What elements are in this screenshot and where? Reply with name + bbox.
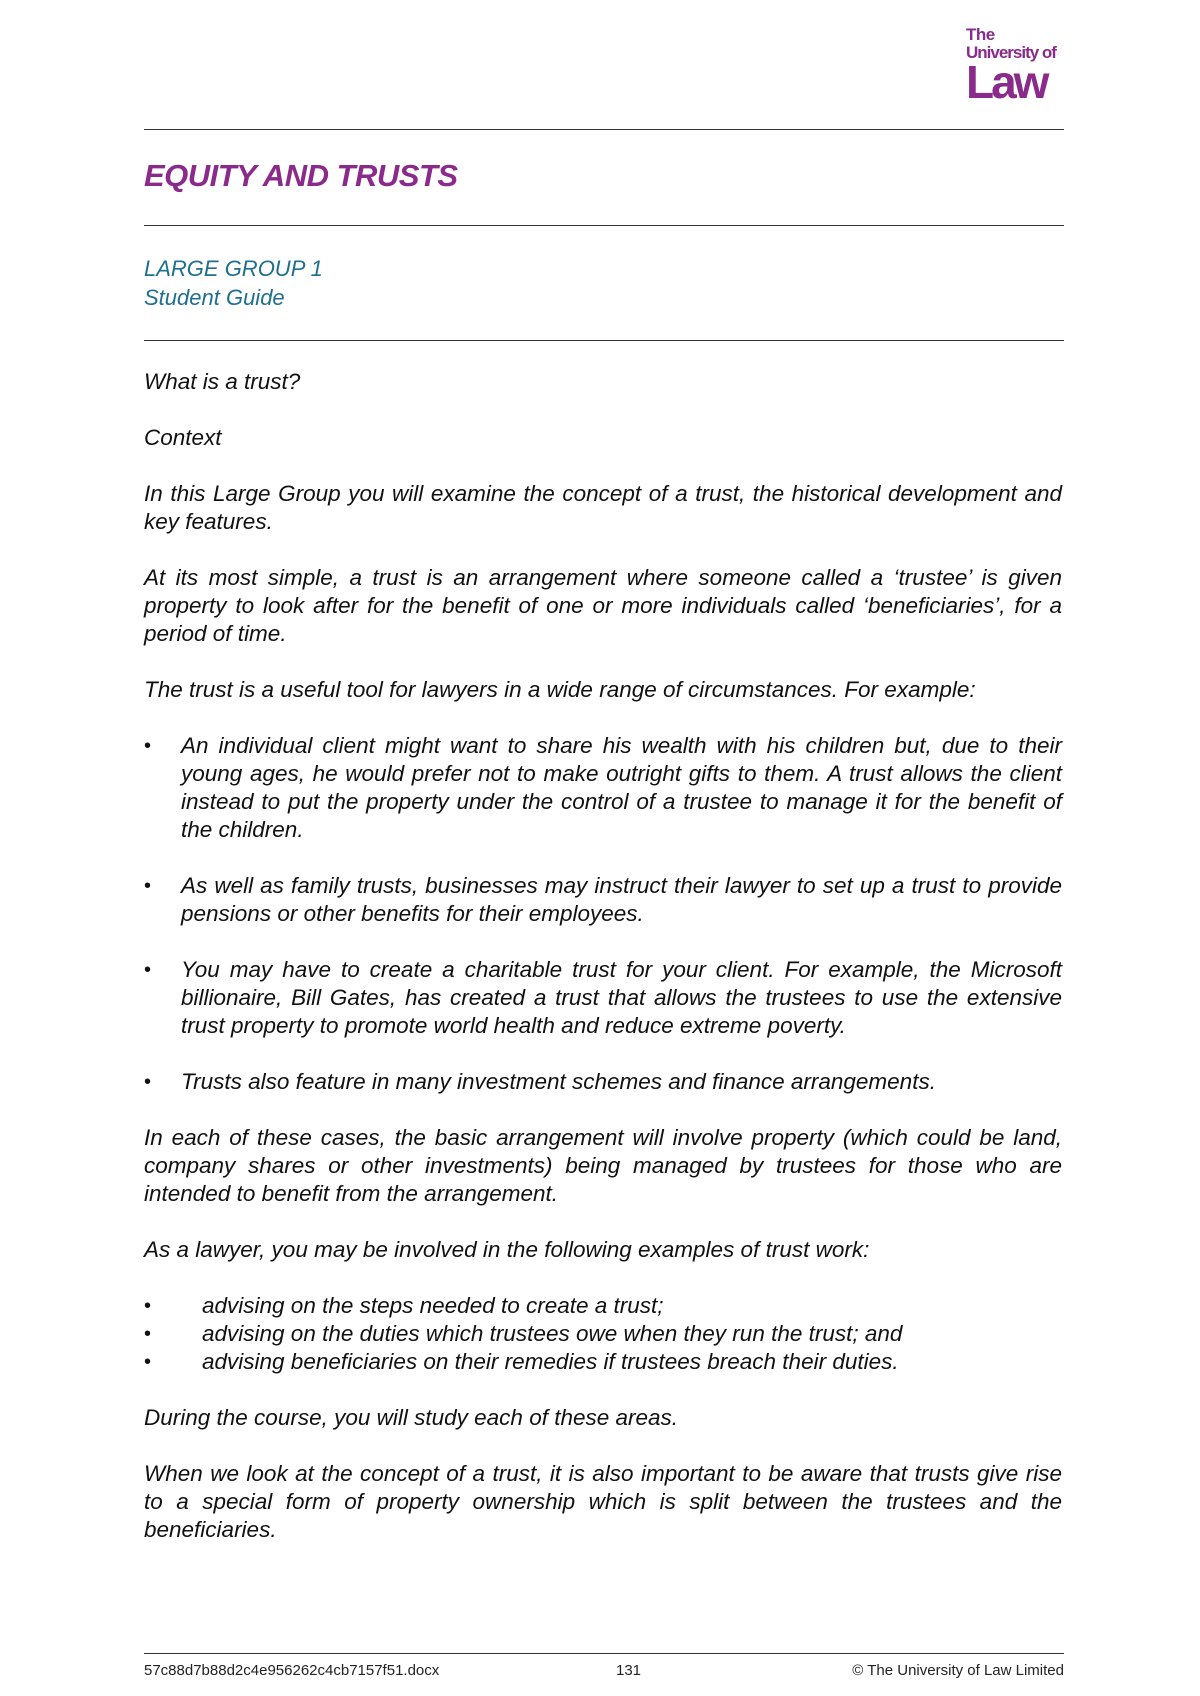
list-item [144, 872, 1062, 928]
list-item [144, 1348, 1062, 1376]
section-heading: What is a trust? [144, 369, 301, 394]
list-item-text: You may have to create a charitable trust for your client. For example, the Microsoft billionaire, Bill Gates, has created a trust that allows the trustees to use the extensive trust property to promote world health and reduce extreme poverty. [181, 957, 1062, 1038]
paragraph: When we look at the concept of a trust, it is also important to be aware that trusts give rise to a special form of property ownership which is split between the trustees and the beneficiaries. [144, 1461, 1062, 1542]
paragraph: As a lawyer, you may be involved in the following examples of trust work: [144, 1237, 870, 1262]
footer-page-number: 131 [616, 1662, 642, 1679]
list-item [144, 732, 1062, 844]
list-item-text: As well as family trusts, businesses may instruct their lawyer to set up a trust to provide pensions or other benefits for their employees. [181, 873, 1062, 926]
bullet-icon: • [144, 1071, 152, 1093]
footer-filename: 57c88d7b88d2c4e956262c4cb7157f51.docx [144, 1662, 440, 1679]
examples-list [144, 732, 1062, 1096]
logo-line-2: University of [966, 43, 1056, 62]
context-heading: Context [144, 425, 222, 450]
list-item-text: An individual client might want to share his wealth with his children but, due to their young ages, he would prefer not to make outright gifts to them. A trust allows the client instead to put the property under the control of a trustee to manage it for the benefit of the children. [181, 733, 1062, 842]
trust-work-list [144, 1292, 1062, 1376]
list-item-text: Trusts also feature in many investment schemes and finance arrangements. [181, 1069, 936, 1094]
document-body [144, 368, 1062, 1572]
guide-label: Student Guide [144, 285, 285, 310]
top-divider [144, 129, 1064, 130]
bullet-icon: • [144, 1323, 152, 1345]
bullet-icon: • [144, 1295, 152, 1317]
footer-divider [144, 1653, 1064, 1654]
paragraph: In this Large Group you will examine the concept of a trust, the historical development and key features. [144, 481, 1062, 534]
list-item [144, 1292, 1062, 1320]
bullet-icon: • [144, 1351, 152, 1373]
group-heading [144, 254, 323, 312]
group-label: LARGE GROUP 1 [144, 256, 323, 281]
bullet-icon: • [144, 735, 152, 757]
list-item-text: advising on the duties which trustees owe when they run the trust; and [202, 1321, 903, 1346]
paragraph: During the course, you will study each of these areas. [144, 1405, 679, 1430]
list-item [144, 1320, 1062, 1348]
footer-copyright: © The University of Law Limited [852, 1662, 1064, 1679]
list-item [144, 956, 1062, 1040]
university-of-law-logo [966, 25, 1062, 108]
paragraph: The trust is a useful tool for lawyers in a wide range of circumstances. For example: [144, 677, 976, 702]
logo-line-1: The [966, 25, 995, 44]
list-item-text: advising on the steps needed to create a trust; [202, 1293, 664, 1318]
title-divider [144, 225, 1064, 226]
paragraph: In each of these cases, the basic arrangement will involve property (which could be land, company shares or other investments) being managed by trustees for those who are intended to benefit from the arrangement. [144, 1125, 1062, 1206]
logo-line-3: Law [966, 56, 1047, 108]
bullet-icon: • [144, 959, 152, 981]
bullet-icon: • [144, 875, 152, 897]
list-item [144, 1068, 1062, 1096]
section-divider [144, 340, 1064, 341]
paragraph: At its most simple, a trust is an arrangement where someone called a ‘trustee’ is given property to look after for the benefit of one or more individuals called ‘beneficiaries’, for a period of time. [144, 565, 1062, 646]
document-title: EQUITY AND TRUSTS [144, 158, 458, 193]
list-item-text: advising beneficiaries on their remedies if trustees breach their duties. [202, 1349, 899, 1374]
